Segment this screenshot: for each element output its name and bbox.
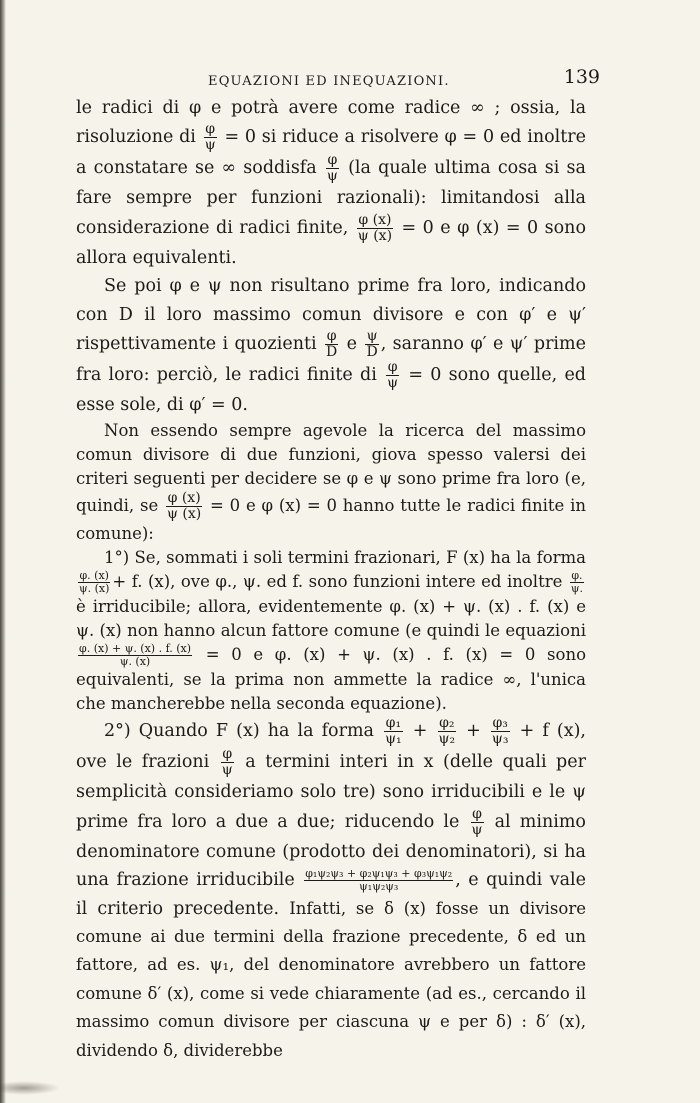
page-header bbox=[100, 62, 600, 92]
text-p1-b: = 0 si riduce a risolvere φ = 0 ed inoltre a constatare se ∞ soddisfa bbox=[76, 127, 586, 179]
plus-2: + bbox=[466, 721, 481, 742]
text-p2-a: Se poi φ e ψ non risultano prime fra loro, indicando con D il loro massimo comun divisore e con φ′ e ψ′ rispettivamente i quozienti bbox=[76, 276, 586, 355]
text-p5-f: Infatti, se δ (x) fosse un divisore comune ai due termini della frazione precedente, δ ed un fattore, ad es. ψ₁, del denominatore avrebbero un fattore comune δ′ (x), come si vede chiaramente (ad es., cercando il massimo comun divisore per ciascuna ψ e per δ) : δ′ (x), dividendo δ, dividerebbe bbox=[76, 898, 586, 1060]
fraction-phis-over-psis-short: $\frac{\varphi.}{\psi.}$ bbox=[570, 569, 583, 596]
paragraph-1 bbox=[76, 94, 586, 272]
paragraph-4 bbox=[76, 546, 586, 716]
dense-block bbox=[76, 419, 586, 716]
page-stain bbox=[0, 1081, 60, 1095]
text-p2-c: , saranno φ′ e ψ′ prime fra loro: perciò, le radici finite di bbox=[76, 334, 586, 386]
fraction-phi1-psi1: $\frac{\text{φ₁}}{\text{ψ₁}}$ bbox=[385, 715, 402, 748]
text-p5-b: + f (x), ove le frazioni bbox=[76, 721, 586, 773]
fraction-phi-over-psi: $\frac{\varphi}{\psi}$ bbox=[221, 746, 233, 779]
running-head: EQUAZIONI ED INEQUAZIONI. bbox=[208, 74, 450, 89]
fraction-phi-over-psi: $\frac{\varphi}{\psi}$ bbox=[204, 121, 216, 154]
text-p3-a: Non essendo sempre agevole la ricerca del massimo comun divisore di due funzioni, giova spesso valersi dei criteri seguenti per decidere se φ e ψ sono prime fra loro (e, quindi, se bbox=[76, 421, 586, 516]
text-p5-a: 2°) Quando F (x) ha la forma bbox=[104, 721, 374, 742]
fraction-phis-over-psis: $\frac{\varphi. (x)}{\psi. (x)}$ bbox=[79, 569, 110, 596]
text-p3-b: = 0 e φ (x) = 0 hanno tutte le radici finite in comune): bbox=[76, 496, 586, 544]
plus-1: + bbox=[412, 721, 428, 742]
fraction-sum: $\frac{\text{φ₁ψ₂ψ₃ + φ₂ψ₁ψ₃ + φ₃ψ₁ψ₂}}{\text{ψ₁ψ₂ψ₃}}$ bbox=[305, 867, 453, 894]
fraction-big: $\frac{\varphi. (x) + \psi. (x) . f. (x)}{\psi. (x)}$ bbox=[79, 642, 192, 669]
paragraph-5 bbox=[76, 716, 586, 1065]
text-p5-d: al minimo denominatore comune (prodotto dei denominatori), si ha una frazione irriducibile bbox=[76, 811, 586, 891]
text-p4-d: = 0 e φ. (x) + ψ. (x) . f. (x) = 0 sono equivalenti, se la prima non ammette la radice ∞, l'unica che mancherebbe nella seconda equazione). bbox=[76, 645, 586, 714]
fraction-psi-over-D: $\frac{\psi}{D}$ bbox=[366, 328, 378, 361]
fraction-phix-over-psix: $\frac{\varphi (x)}{\psi (x)}$ bbox=[357, 211, 393, 244]
text-p4-c: è irriducibile; allora, evidentemente φ. (x) + ψ. (x) . f. (x) e ψ. (x) non hanno alcun fattore comune (e quindi le equazioni bbox=[76, 597, 586, 641]
text-p2-d: = 0 sono quelle, ed esse sole, di φ′ = 0. bbox=[76, 365, 586, 416]
text-p1-c: (la quale ultima cosa si sa fare sempre per funzioni razionali): limitandosi alla considerazione di radici finite, bbox=[76, 158, 586, 238]
fraction-phi-over-psi: $\frac{\varphi}{\psi}$ bbox=[471, 805, 483, 838]
fraction-phi-over-psi: $\frac{\varphi}{\psi}$ bbox=[387, 359, 399, 392]
text-p2-b: e bbox=[346, 334, 358, 355]
fraction-phi-over-psi: $\frac{\varphi}{\psi}$ bbox=[326, 152, 338, 185]
text-p5-e: , e quindi vale il criterio precedente. bbox=[76, 870, 586, 919]
text-p4-b: + f. (x), ove φ., ψ. ed f. sono funzioni intere ed inoltre bbox=[112, 572, 563, 592]
paragraph-3 bbox=[76, 419, 586, 546]
paragraph-2 bbox=[76, 272, 586, 419]
body-text bbox=[76, 94, 586, 1065]
fraction-phi2-psi2: $\frac{\text{φ₂}}{\text{ψ₂}}$ bbox=[438, 715, 456, 748]
text-p1-a: le radici di φ e potrà avere come radice ∞ ; ossia, la risoluzione di bbox=[76, 98, 586, 148]
page-number: 139 bbox=[563, 66, 600, 88]
fraction-phi-over-D: $\frac{\varphi}{D}$ bbox=[326, 328, 338, 361]
page-edge-shadow bbox=[0, 0, 6, 1103]
text-p4-a: 1°) Se, sommati i soli termini frazionari, F (x) ha la forma bbox=[104, 548, 586, 568]
text-p5-c: a termini interi in x (delle quali per semplicità consideriamo solo tre) sono irriducibili e le ψ prime fra loro a due a due; riducendo le bbox=[76, 752, 586, 832]
fraction-phix-over-psix: $\frac{\varphi (x)}{\psi (x)}$ bbox=[167, 490, 202, 523]
text-p1-d: = 0 e φ (x) = 0 sono allora equivalenti. bbox=[76, 217, 586, 268]
fraction-phi3-psi3: $\frac{\text{φ₃}}{\text{ψ₃}}$ bbox=[491, 715, 509, 748]
